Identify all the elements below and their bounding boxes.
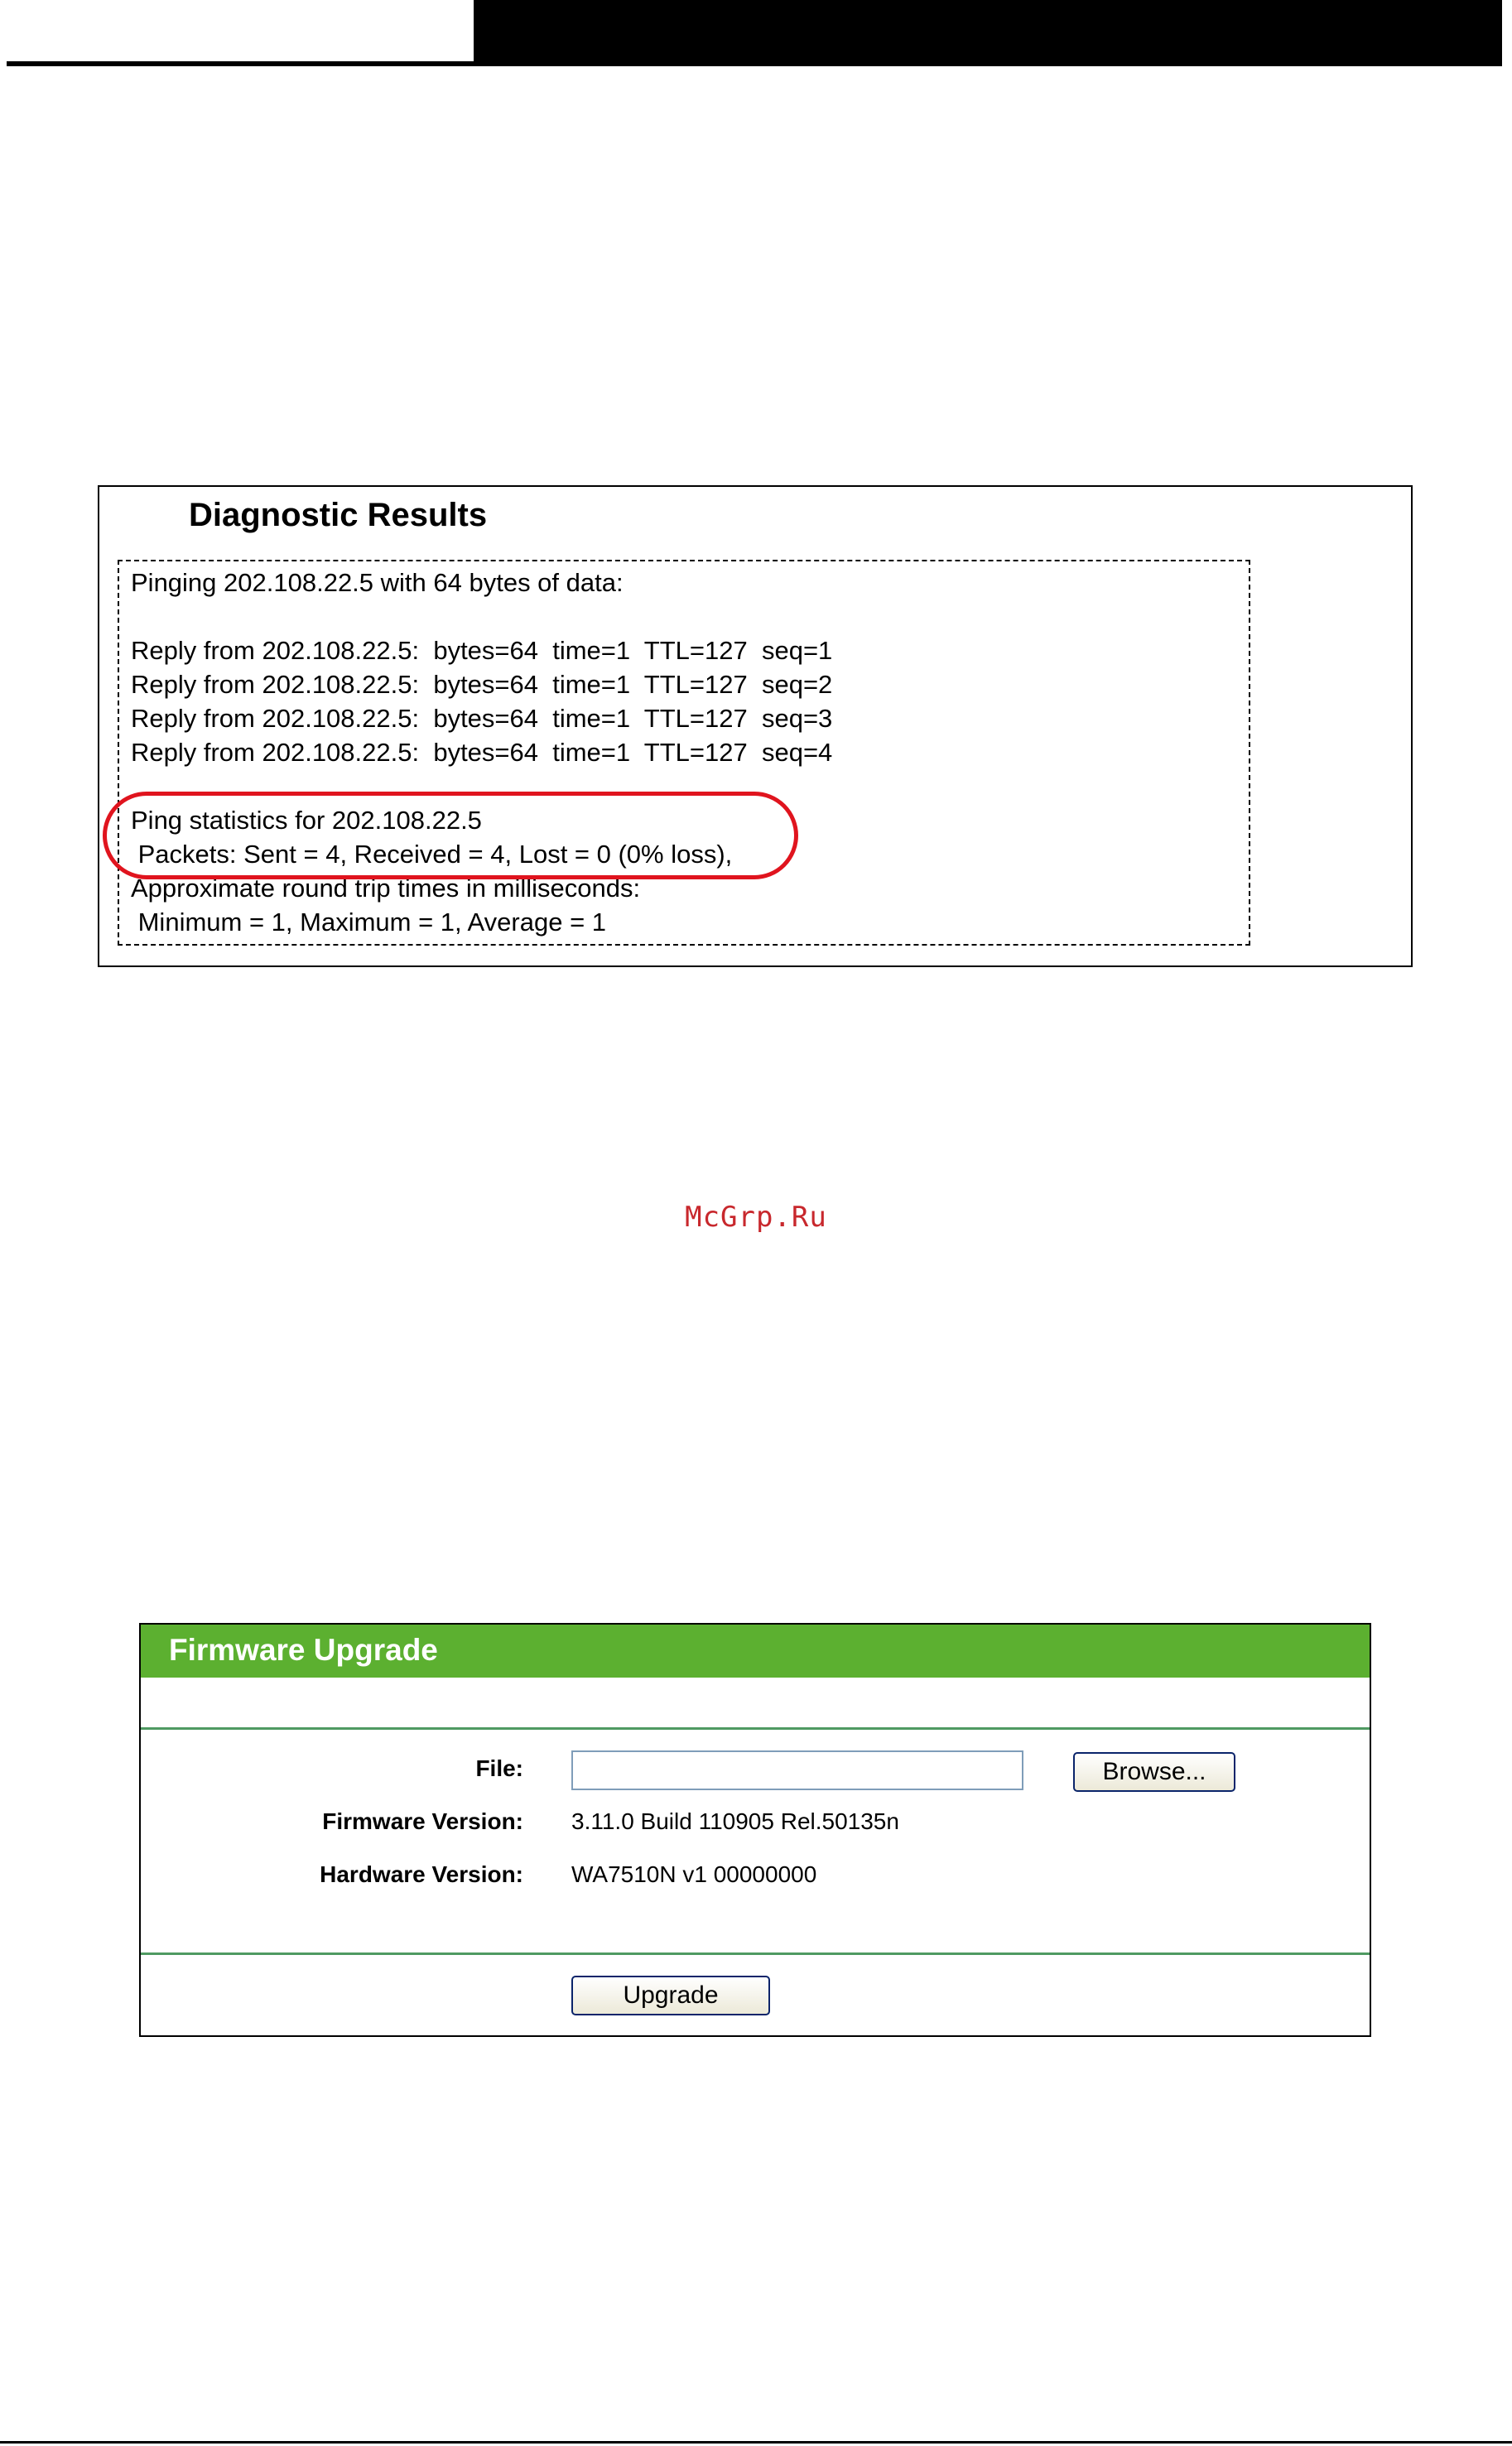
ping-output-line: Reply from 202.108.22.5: bytes=64 time=1 TTL=127 seq=2 (131, 670, 833, 699)
ping-output-line: Pinging 202.108.22.5 with 64 bytes of data: (131, 568, 624, 597)
firmware-upgrade-panel (139, 1623, 1371, 2037)
firmware-version-value: 3.11.0 Build 110905 Rel.50135n (571, 1808, 899, 1834)
round-trip-heading-line: Approximate round trip times in milliseconds: (131, 874, 641, 903)
section-divider (141, 1727, 1370, 1730)
header-bar (474, 0, 1502, 63)
file-label: File: (475, 1755, 523, 1781)
section-divider (141, 1952, 1370, 1955)
ping-output-line: Reply from 202.108.22.5: bytes=64 time=1 TTL=127 seq=3 (131, 704, 833, 733)
footer-rule (0, 2441, 1512, 2444)
hardware-version-value: WA7510N v1 00000000 (571, 1861, 817, 1887)
ping-output-line: Reply from 202.108.22.5: bytes=64 time=1 TTL=127 seq=1 (131, 636, 833, 665)
file-path-input[interactable] (571, 1750, 1023, 1790)
firmware-version-label: Firmware Version: (322, 1808, 523, 1834)
ping-statistics-line: Ping statistics for 202.108.22.5 (131, 806, 482, 835)
upgrade-button[interactable]: Upgrade (571, 1976, 770, 2015)
packets-summary-line: Packets: Sent = 4, Received = 4, Lost = 0 (0% loss), (131, 840, 733, 869)
firmware-upgrade-title: Firmware Upgrade (169, 1633, 438, 1667)
diagnostic-results-title: Diagnostic Results (189, 497, 488, 533)
watermark: McGrp.Ru (685, 1201, 827, 1234)
firmware-upgrade-header (141, 1625, 1370, 1678)
statistics-highlight-ellipse (103, 792, 798, 879)
diagnostic-results-panel (98, 485, 1413, 967)
header-rule (7, 61, 1502, 66)
ping-output-box (118, 560, 1250, 946)
browse-button[interactable]: Browse... (1073, 1752, 1235, 1792)
hardware-version-label: Hardware Version: (320, 1861, 523, 1887)
round-trip-values-line: Minimum = 1, Maximum = 1, Average = 1 (131, 908, 607, 937)
ping-output-line: Reply from 202.108.22.5: bytes=64 time=1 TTL=127 seq=4 (131, 738, 833, 767)
